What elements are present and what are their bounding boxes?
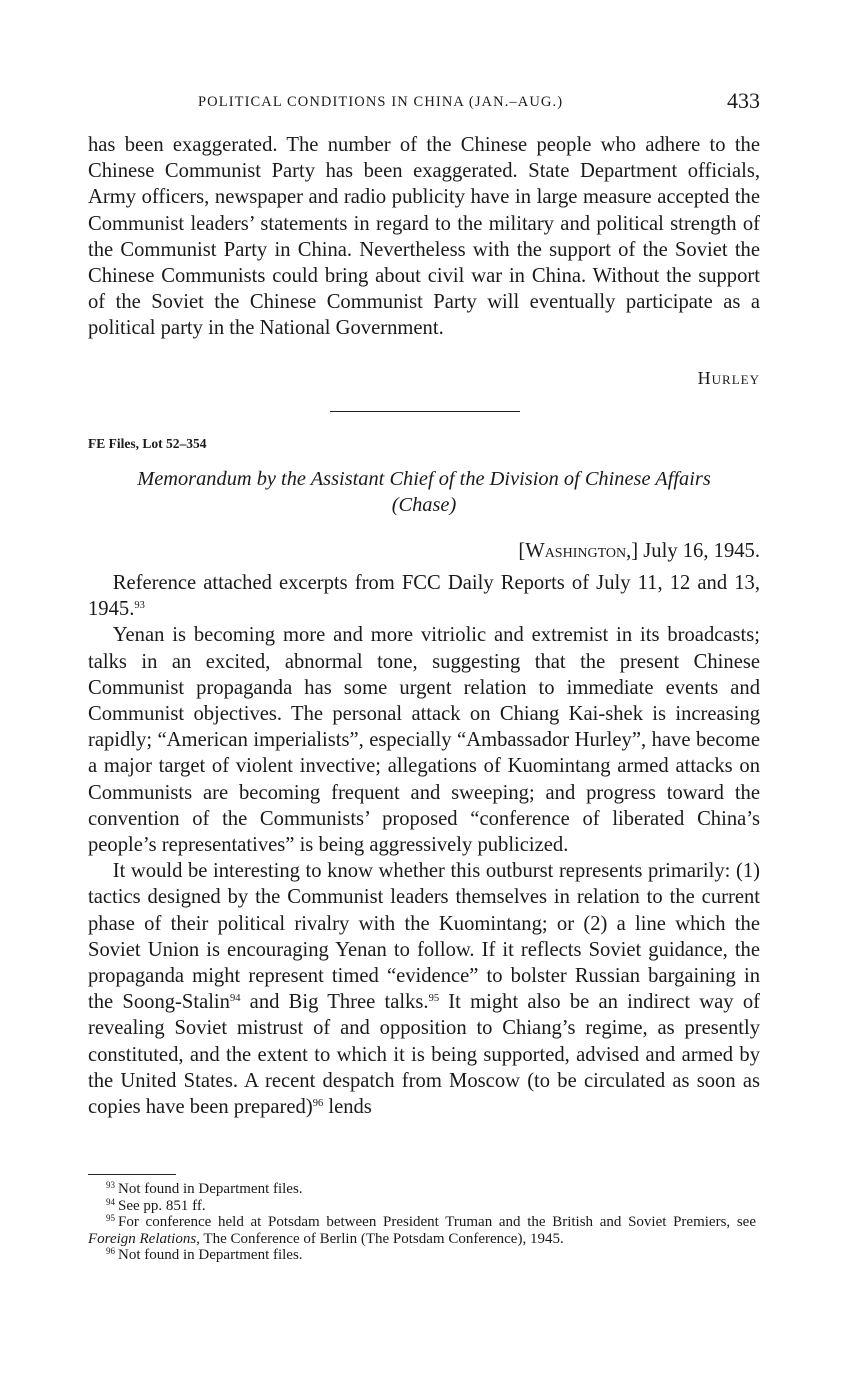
memorandum-body [88,570,760,1120]
footnote [88,1214,756,1247]
footnote-reference[interactable]: 93 [134,600,145,612]
body-paragraph [88,858,760,1120]
signature: Hurley [697,368,760,388]
paragraph-text: It might also be an indirect way of revealing Soviet mistrust of and opposition to Chiang’s regime, as presently constituted, and the extent to which it is being supported, advised and armed by the United States. A recent despatch from Moscow (to be circulated as soon as copies have been prepared) [88,991,760,1119]
footnote-mark: 95 [106,1213,115,1223]
footnote-divider [88,1174,176,1175]
footnote [88,1247,756,1264]
dateline-date: July 16, 1945. [643,540,760,562]
footnote-text: Not found in Department files. [118,1247,303,1263]
dateline [518,540,760,563]
paragraph-text: and Big Three talks. [240,991,429,1014]
footnote [88,1198,756,1215]
footnote-text: See pp. 851 ff. [118,1197,206,1214]
continuation-paragraph: has been exaggerated. The number of the Chinese people who adhere to the Chinese Communist Party has been exaggerated. State Department officials, Army officers, newspaper and radio publicity have in large measure accepted the Communist leaders’ statements in regard to the military and political strength of the Communist Party in China. Nevertheless with the support of the Soviet the Chinese Communists could bring about civil war in China. Without the support of the Soviet the Chinese Communist Party will eventually participate as a political party in the National Government. [88,134,760,340]
footnote-reference[interactable]: 94 [229,993,241,1005]
page-header [88,88,760,118]
running-head: POLITICAL CONDITIONS IN CHINA (JAN.–AUG.) [198,94,564,110]
paragraph-text: lends [323,1096,372,1119]
source-reference: FE Files, Lot 52–354 [88,436,207,451]
footnote [88,1181,756,1198]
footnote-mark: 94 [106,1196,115,1207]
dateline-place: [Washington,] [518,540,639,562]
paragraph-text: Reference attached excerpts from FCC Daily Reports of July 11, 12 and 13, 1945. [88,572,760,621]
footnote-text: The Conference of Berlin (The Potsdam Conference), 1945. [199,1230,564,1247]
paragraph-text: It would be interesting to know whether this outburst represents primarily: (1) tactics designed by the Communist leaders themselves in relation to the current phase of their political rivalry with the Kuomintang; or (2) a line which the Soviet Union is encouraging Yenan to follow. If it reflects Soviet guidance, the propaganda might represent timed “evidence” to bolster Russian bargaining in the Soong-Stalin [88,860,760,1014]
footnote-italic-title: Foreign Relations, [88,1230,200,1247]
footnote-reference[interactable]: 96 [312,1098,324,1110]
footnote-mark: 93 [106,1180,115,1190]
body-paragraph [88,570,760,622]
body-paragraph: Yenan is becoming more and more vitriolic and extremist in its broadcasts; talks in an excited, abnormal tone, suggesting that the present Chinese Communist propaganda has some urgent relation to immediate events and Communist objectives. The personal attack on Chiang Kai-shek is increasing rapidly; “American imperialists”, especially “Ambassador Hurley”, have become a major target of violent invective; allegations of Kuomintang armed attacks on Communists are becoming frequent and sweeping; and progress toward the convention of the Communists’ proposed “conference of liberated China’s people’s representatives” is being aggressively publicized. [88,624,760,857]
footnote-text: Not found in Department files. [118,1181,303,1197]
footnotes [88,1181,756,1264]
page-number: 433 [727,88,760,113]
section-divider [330,411,520,412]
document-title: Memorandum by the Assistant Chief of the Division of Chinese Affairs (Chase) [137,468,711,516]
footnote-text: For conference held at Potsdam between President Truman and the British and Soviet Premiers, see [118,1214,756,1230]
footnote-mark: 96 [106,1246,115,1256]
footnote-reference[interactable]: 95 [428,993,440,1005]
